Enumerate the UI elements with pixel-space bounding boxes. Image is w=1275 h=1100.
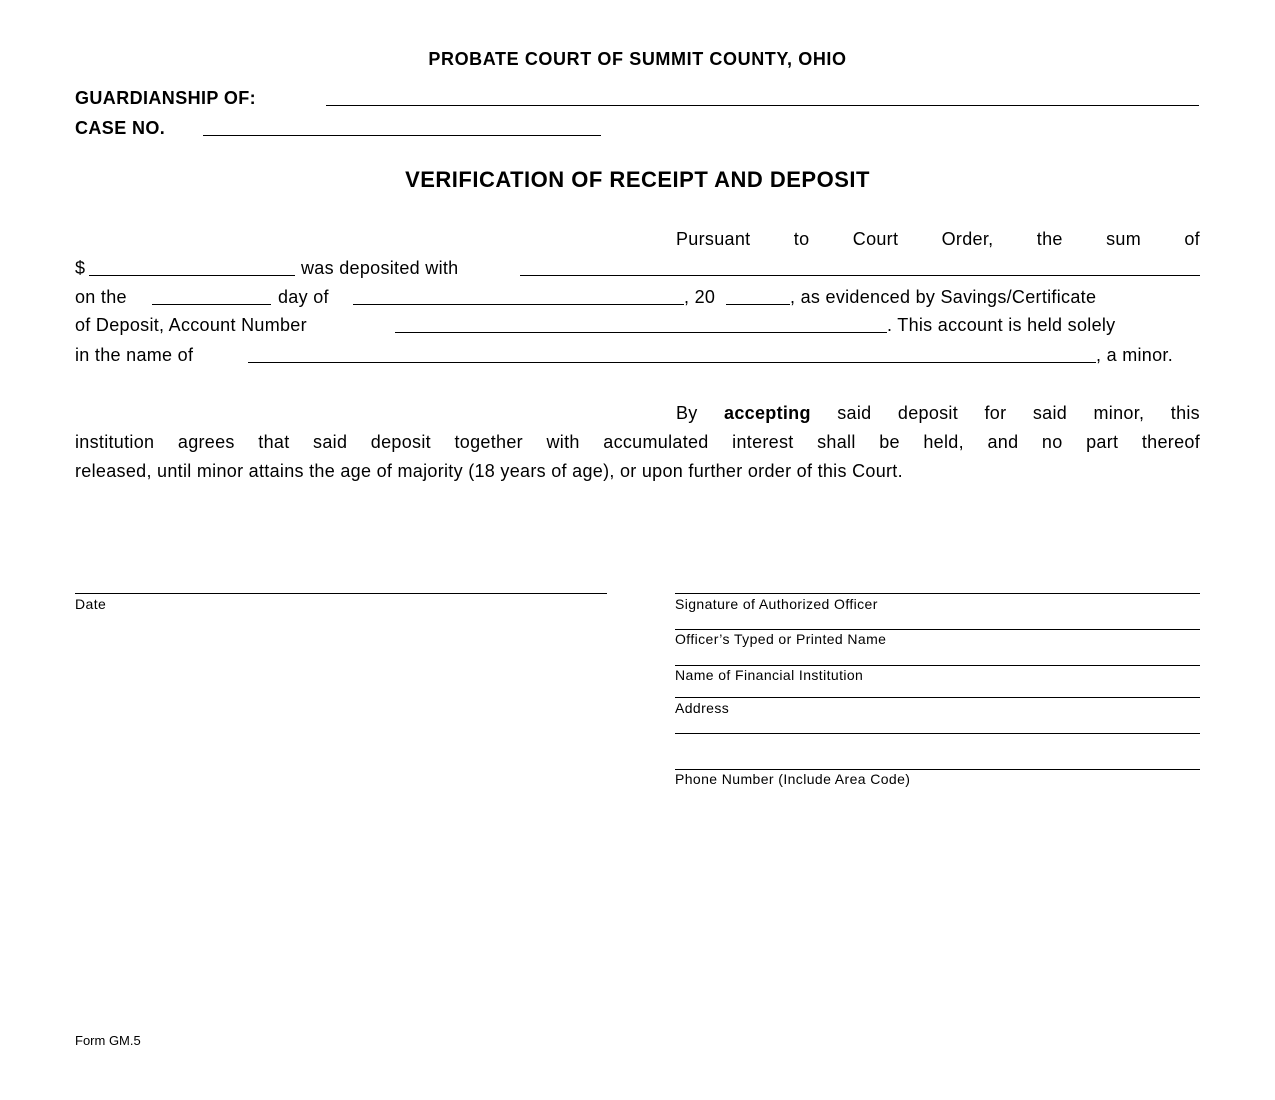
word: said bbox=[1032, 403, 1068, 423]
date-label: Date bbox=[75, 596, 107, 612]
institution-blank[interactable] bbox=[520, 275, 1200, 276]
day-blank[interactable] bbox=[152, 304, 271, 305]
word: for bbox=[984, 403, 1007, 423]
institution-label: Name of Financial Institution bbox=[675, 667, 864, 683]
case-no-blank[interactable] bbox=[203, 135, 601, 136]
word: deposit bbox=[897, 403, 959, 423]
address-label: Address bbox=[675, 700, 730, 716]
a-minor-text: , a minor. bbox=[1096, 345, 1174, 365]
phone-line[interactable] bbox=[675, 769, 1200, 770]
guardianship-blank[interactable] bbox=[326, 105, 1199, 106]
form-number: Form GM.5 bbox=[75, 1033, 141, 1048]
word: Pursuant bbox=[676, 229, 751, 249]
officer-signature-label: Signature of Authorized Officer bbox=[675, 596, 878, 612]
word: said bbox=[837, 403, 872, 423]
as-evidenced-text: , as evidenced by Savings/Certificate bbox=[790, 287, 1097, 307]
word: to bbox=[793, 229, 810, 249]
institution-line[interactable] bbox=[675, 665, 1200, 666]
in-the-name-of-text: in the name of bbox=[75, 345, 194, 365]
word: By bbox=[676, 403, 698, 423]
word: the bbox=[1036, 229, 1063, 249]
address-line-2[interactable] bbox=[675, 733, 1200, 734]
officer-signature-line[interactable] bbox=[675, 593, 1200, 594]
paragraph2-opening-line bbox=[676, 403, 1200, 424]
amount-blank[interactable] bbox=[89, 275, 295, 276]
word: Court bbox=[852, 229, 899, 249]
paragraph1-opening-line bbox=[676, 229, 1200, 250]
case-no-label: CASE NO. bbox=[75, 118, 166, 138]
paragraph2-line3: released, until minor attains the age of majority (18 years of age), or upon further order of this Court. bbox=[75, 461, 903, 481]
account-number-blank[interactable] bbox=[395, 332, 887, 333]
court-title: PROBATE COURT OF SUMMIT COUNTY, OHIO bbox=[428, 49, 847, 69]
was-deposited-with-text: was deposited with bbox=[301, 258, 459, 278]
word: minor, bbox=[1093, 403, 1145, 423]
of-deposit-text: of Deposit, Account Number bbox=[75, 315, 307, 335]
word: of bbox=[1184, 229, 1200, 249]
on-the-text: on the bbox=[75, 287, 127, 307]
minor-name-blank[interactable] bbox=[248, 362, 1096, 363]
phone-label: Phone Number (Include Area Code) bbox=[675, 771, 911, 787]
year-blank[interactable] bbox=[726, 304, 790, 305]
word: this bbox=[1170, 403, 1200, 423]
month-blank[interactable] bbox=[353, 304, 684, 305]
officer-name-label: Officer’s Typed or Printed Name bbox=[675, 631, 887, 647]
guardianship-label: GUARDIANSHIP OF: bbox=[75, 88, 257, 108]
word: sum bbox=[1106, 229, 1141, 249]
form-title: VERIFICATION OF RECEIPT AND DEPOSIT bbox=[405, 167, 870, 192]
day-of-text: day of bbox=[278, 287, 329, 307]
held-solely-text: . This account is held solely bbox=[887, 315, 1116, 335]
paragraph2-line2: institution agrees that said deposit together with accumulated interest shall be held, and no part thereof bbox=[75, 432, 1200, 452]
comma-20-text: , 20 bbox=[684, 287, 716, 307]
dollar-sign: $ bbox=[75, 258, 86, 278]
officer-name-line[interactable] bbox=[675, 629, 1200, 630]
date-line[interactable] bbox=[75, 593, 607, 594]
word: accepting bbox=[724, 403, 811, 423]
word: Order, bbox=[941, 229, 994, 249]
address-line[interactable] bbox=[675, 697, 1200, 698]
